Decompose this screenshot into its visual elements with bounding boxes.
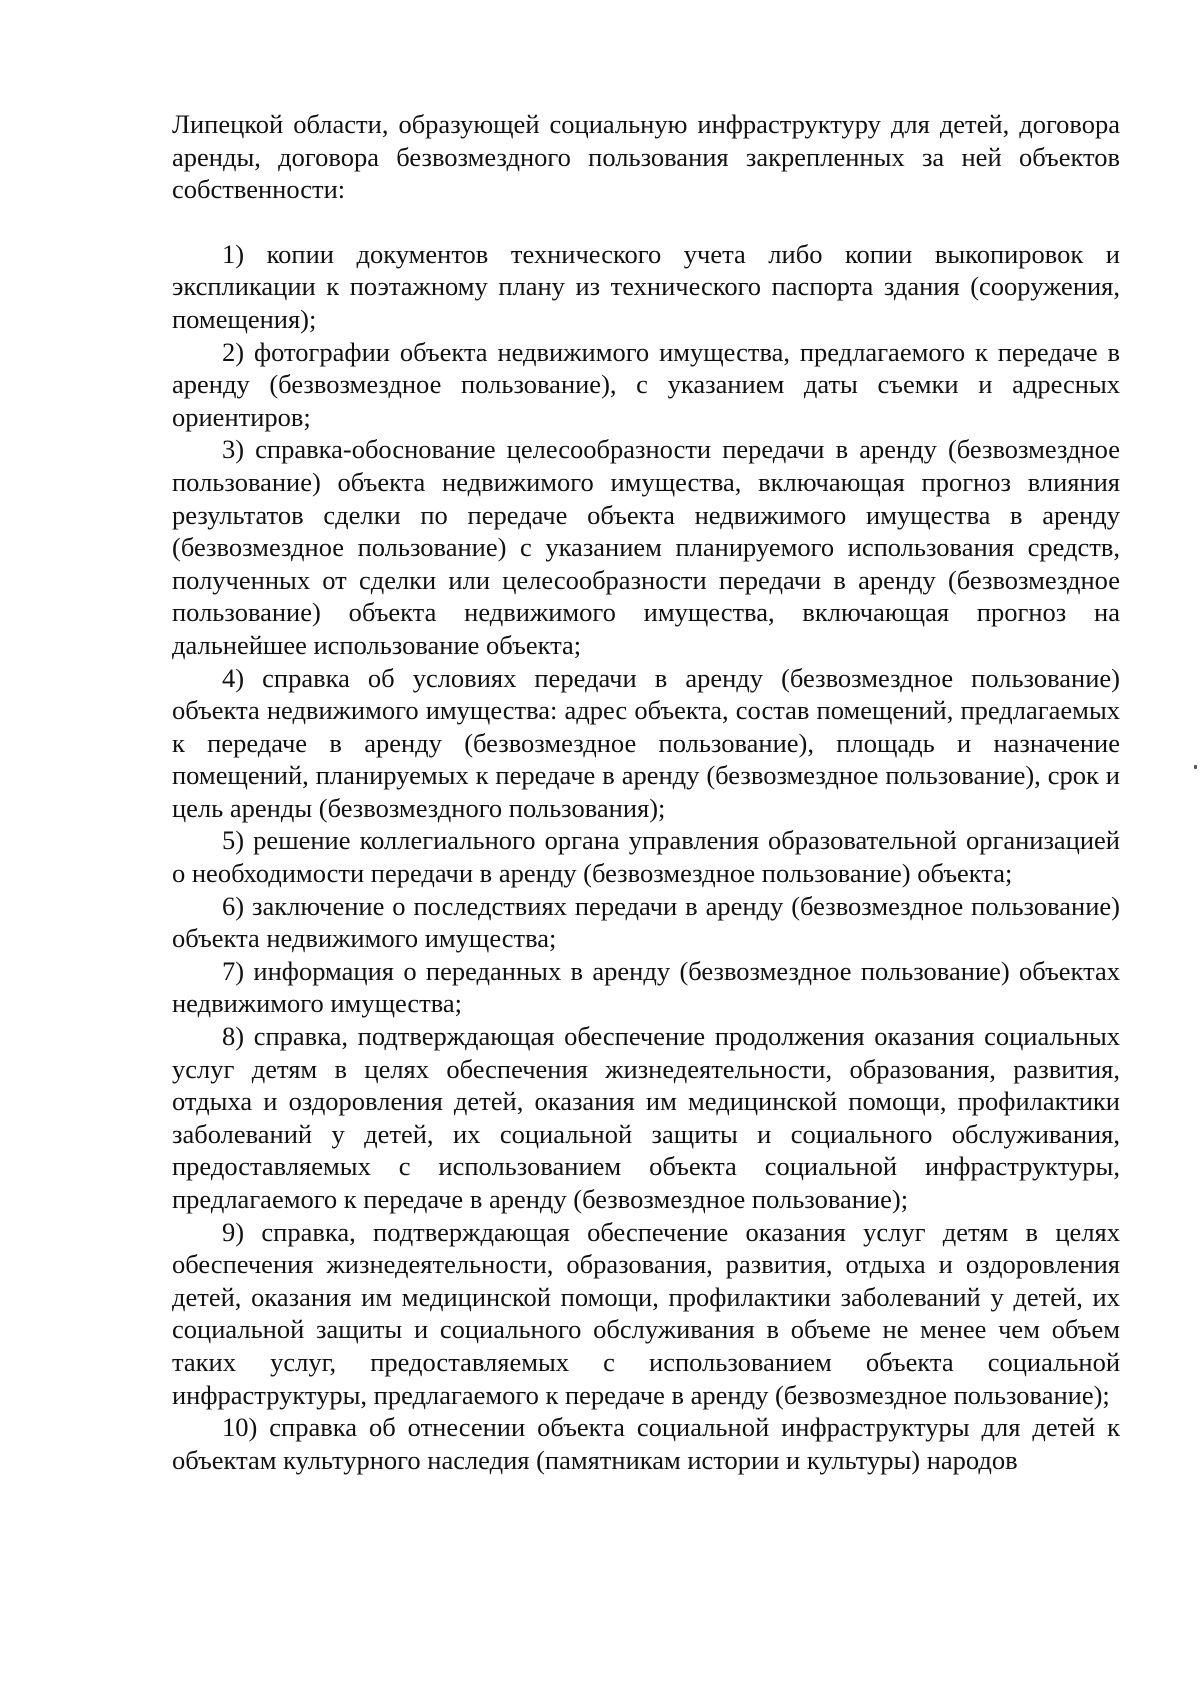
list-item-1: 1) копии документов технического учета либо копии выкопировок и экспликации к поэтажному плану из технического паспорта здания (сооружения, помещения); (172, 238, 1120, 334)
document-body (172, 108, 1120, 1476)
list-item-3: 3) справка-обоснование целесообразности передачи в аренду (безвозмездное пользование) объекта недвижимого имущества, включающая прогноз влияния результатов сделки по передаче объекта недвижимого имущества в аренду (безвозмездное пользование) с указанием планируемого использования средств, полученных от сделки или целесообразности передачи в аренду (безвозмездное пользование) объекта недвижимого имущества, включающая прогноз на дальнейшее использование объекта; (172, 434, 1120, 660)
list-item-7: 7) информация о переданных в аренду (безвозмездное пользование) объектах недвижимого имущества; (172, 955, 1120, 1019)
list-item-5: 5) решение коллегиального органа управления образовательной организацией о необходимости передачи в аренду (безвозмездное пользование) объекта; (172, 825, 1120, 889)
scan-speck (1194, 765, 1197, 769)
list-item-4: 4) справка об условиях передачи в аренду (безвозмездное пользование) объекта недвижимого имущества: адрес объекта, состав помещений, предлагаемых к передаче в аренду (безвозмездное пользование), площадь и назначение помещений, планируемых к передаче в аренду (безвозмездное пользование), срок и цель аренды (безвозмездного пользования); (172, 662, 1120, 823)
list-item-2: 2) фотографии объекта недвижимого имущества, предлагаемого к передаче в аренду (безвозмездное пользование), с указанием даты съемки и адресных ориентиров; (172, 336, 1120, 432)
lead-paragraph: Липецкой области, образующей социальную инфраструктуру для детей, договора аренды, договора безвозмездного пользования закрепленных за ней объектов собственности: (172, 109, 1120, 205)
list-item-8: 8) справка, подтверждающая обеспечение продолжения оказания социальных услуг детям в целях обеспечения жизнедеятельности, образования, развития, отдыха и оздоровления детей, оказания им медицинской помощи, профилактики заболеваний у детей, их социальной защиты и социального обслуживания, предоставляемых с использованием объекта социальной инфраструктуры, предлагаемого к передаче в аренду (безвозмездное пользование); (172, 1021, 1120, 1214)
list-item-6: 6) заключение о последствиях передачи в аренду (безвозмездное пользование) объекта недвижимого имущества; (172, 890, 1120, 954)
list-item-10: 10) справка об отнесении объекта социальной инфраструктуры для детей к объектам культурного наследия (памятникам истории и культуры) народов (172, 1412, 1120, 1475)
list-item-9: 9) справка, подтверждающая обеспечение оказания услуг детям в целях обеспечения жизнедеятельности, образования, развития, отдыха и оздоровления детей, оказания им медицинской помощи, профилактики заболеваний у детей, их социальной защиты и социального обслуживания в объеме не менее чем объем таких услуг, предоставляемых с использованием объекта социальной инфраструктуры, предлагаемого к передаче в аренду (безвозмездное пользование); (172, 1216, 1120, 1410)
